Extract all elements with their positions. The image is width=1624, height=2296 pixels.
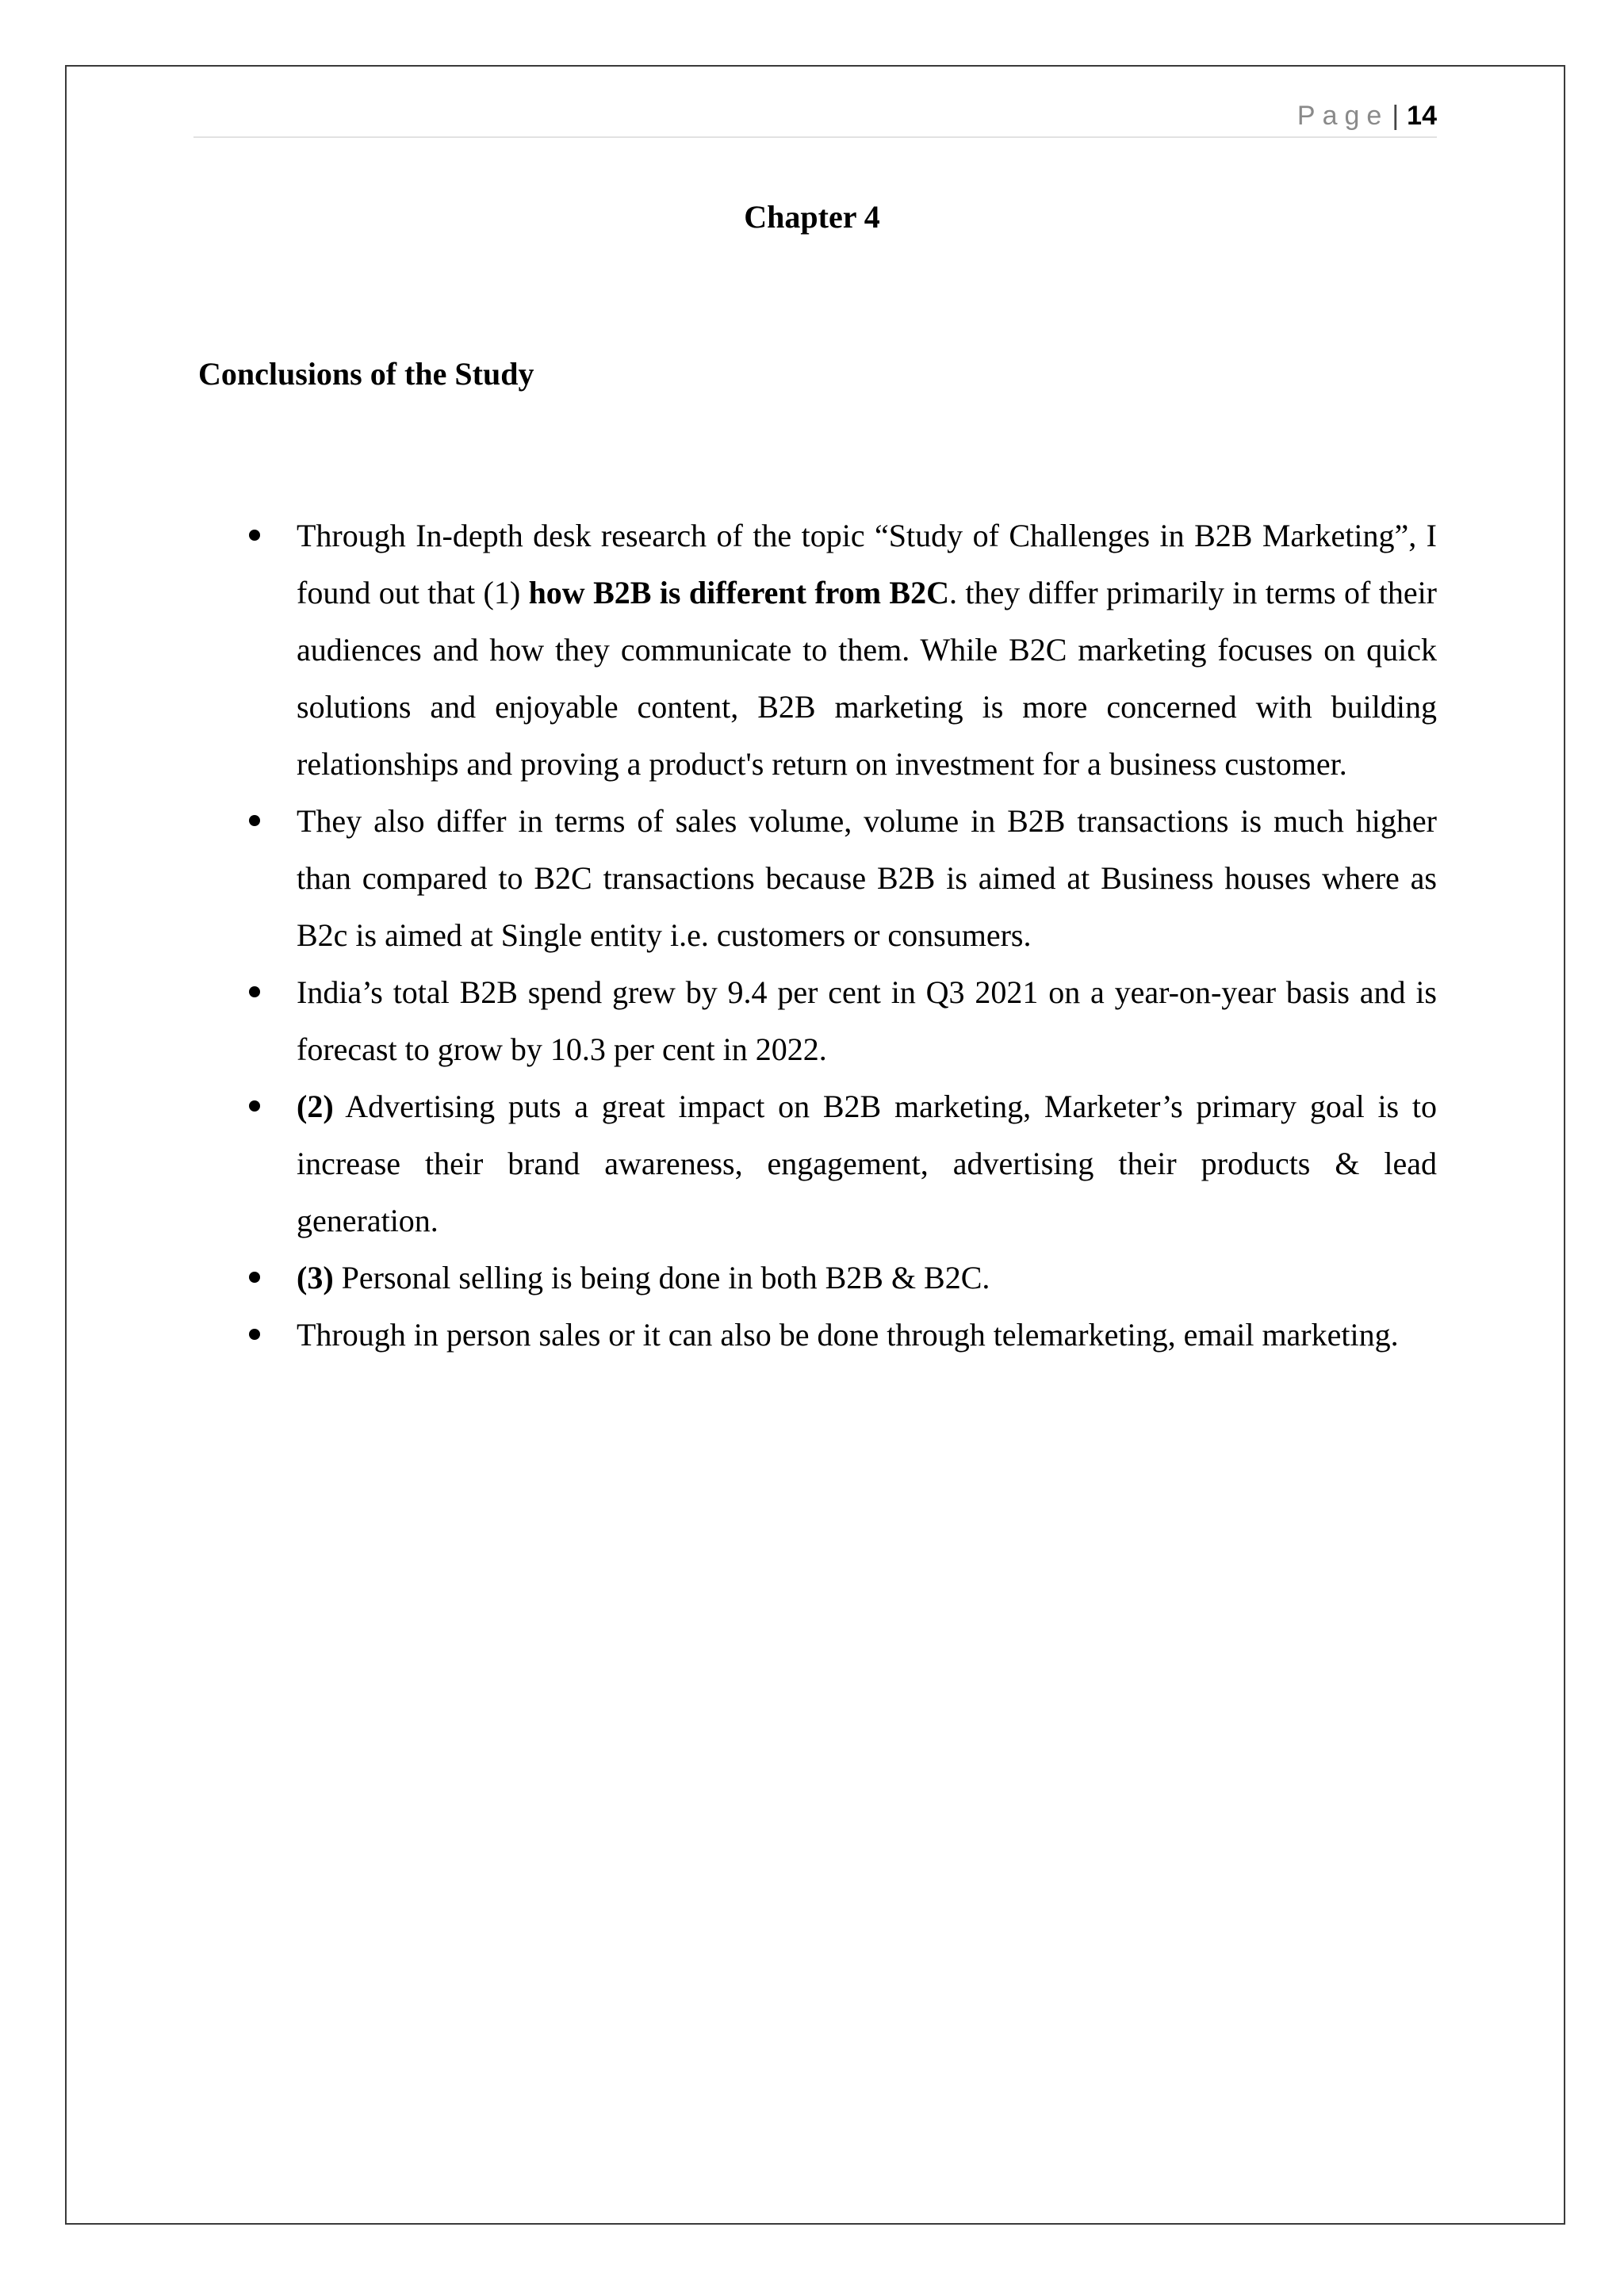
bullet-icon: [249, 530, 260, 541]
list-item: [297, 1078, 1437, 1249]
list-item: [297, 793, 1437, 964]
page-number: 14: [1407, 101, 1437, 131]
list-item: [297, 964, 1437, 1078]
item-text: India’s total B2B spend grew by 9.4 per cent in Q3 2021 on a year-on-year basis and is forecast to grow by 10.3 per cent in 2022.: [297, 974, 1437, 1067]
section-title: Conclusions of the Study: [198, 356, 534, 392]
conclusions-list: [297, 507, 1437, 1364]
list-item: [297, 1249, 1437, 1307]
item-text: They also differ in terms of sales volume, volume in B2B transactions is much higher than compared to B2C transactions because B2B is aimed at Business houses where as B2c is aimed at Single entity i.e. customers or consumers.: [297, 803, 1437, 953]
chapter-title: Chapter 4: [744, 199, 880, 235]
bullet-icon: [249, 1329, 260, 1340]
page-label: Page: [1297, 101, 1389, 131]
bullet-icon: [249, 1100, 260, 1112]
item-text: Through In-depth desk research of the topic “Study of Challenges in B2B Marketing”, I found out that (1): [297, 518, 1437, 610]
bullet-icon: [249, 815, 260, 826]
page-separator: |: [1392, 101, 1400, 131]
page-header: [193, 94, 1437, 138]
item-emphasis: how B2B is different from B2C: [528, 575, 949, 610]
item-text: Through in person sales or it can also be done through telemarketing, email marketing.: [297, 1317, 1399, 1353]
item-text-cont: Advertising puts a great impact on B2B marketing, Marketer’s primary goal is to increase their brand awareness, engagement, advertising their products & lead generation.: [297, 1089, 1437, 1238]
bullet-icon: [249, 1272, 260, 1283]
item-text-cont: . they differ primarily in terms of their audiences and how they communicate to them. While B2C marketing focuses on quick solutions and enjoyable content, B2B marketing is more concerned with building relationships and proving a product's return on investment for a business customer.: [297, 575, 1437, 782]
item-text-cont: Personal selling is being done in both B2B & B2C.: [333, 1260, 990, 1295]
list-item: [297, 507, 1437, 793]
item-emphasis: (3): [297, 1260, 334, 1295]
item-emphasis: (2): [297, 1089, 334, 1124]
list-item: [297, 1307, 1437, 1364]
bullet-icon: [249, 986, 260, 997]
